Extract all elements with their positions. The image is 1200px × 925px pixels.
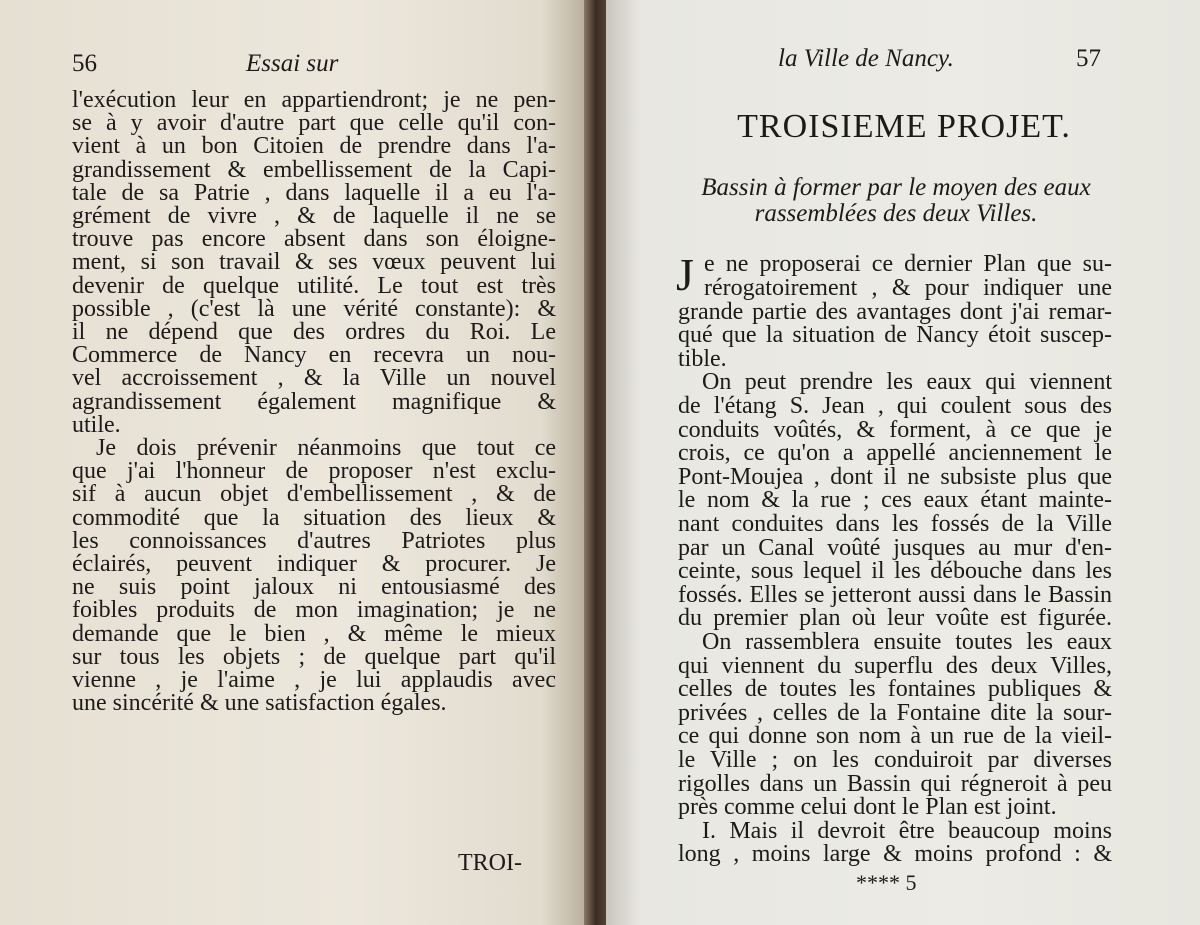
page-number: 57 — [1076, 45, 1101, 72]
signature-mark: **** 5 — [856, 870, 917, 895]
text-line: trouve pas encore absent dans son éloigne- — [72, 226, 556, 253]
right-page — [606, 0, 1200, 925]
text-line: e ne proposerai ce dernier Plan que su- — [704, 251, 1112, 277]
text-line: par un Canal voûté jusques au mur d'en- — [678, 534, 1112, 561]
text-line: éclairés, peuvent indiquer & procurer. Je — [72, 551, 556, 577]
text-line: du premier plan où leur voûte est figurée. — [678, 605, 1112, 632]
text-line: ment, si son travail & ses vœux peuvent lui — [72, 249, 556, 276]
text-line: demande que le bien , & même le mieux — [72, 620, 556, 647]
text-line: qué que la situation de Nancy étoit suscep- — [678, 322, 1112, 349]
text-line: le nom & la rue ; ces eaux étant mainte- — [678, 487, 1112, 514]
catchword: TROI- — [458, 850, 522, 876]
text-line: une sincérité & une satisfaction égales. — [72, 690, 447, 717]
text-line: de l'étang S. Jean , qui coulent sous des — [678, 393, 1112, 419]
text-line: Pont-Moujea , dont il ne subsiste plus que — [678, 463, 1112, 490]
text-line: grément de vivre , & de laquelle il ne se — [72, 203, 556, 229]
text-line: vel accroissement , & la Ville un nouvel — [72, 365, 556, 392]
text-line: tible. — [678, 345, 727, 372]
text-line: agrandissement également magnifique & — [72, 388, 556, 415]
text-line: long , moins large & moins profond : & — [678, 841, 1112, 868]
text-line: commodité que la situation des lieux & — [72, 504, 556, 531]
text-line: grandissement & embellissement de la Capi- — [72, 156, 556, 183]
text-line: ce qui donne son nom à un rue de la vieil- — [678, 723, 1112, 750]
text-line: celles de toutes les fontaines publiques & — [678, 676, 1112, 703]
running-head: Essai sur — [246, 50, 339, 77]
text-line: grande partie des avantages dont j'ai remar- — [678, 298, 1112, 325]
text-line: qui viennent du superflu des deux Villes, — [678, 652, 1112, 679]
text-line: foibles produits de mon imagination; je ne — [72, 597, 556, 624]
text-line: privées , celles de la Fontaine dite la sour- — [678, 699, 1112, 726]
chapter-title: TROISIEME PROJET. — [737, 108, 1071, 145]
running-head: la Ville de Nancy. — [778, 45, 954, 72]
text-line: fossés. Elles se jetteront aussi dans le Bassin — [678, 581, 1112, 608]
text-line: rigolles dans un Bassin qui régneroit à peu — [678, 770, 1112, 797]
text-line: sur tous les objets ; de quelque part qu'il — [72, 643, 556, 670]
text-line: sif à aucun objet d'embellissement , & de — [72, 481, 556, 508]
left-page — [0, 0, 588, 925]
text-line: On rassemblera ensuite toutes les eaux — [702, 629, 1112, 655]
text-line: possible , (c'est là une vérité constante): & — [72, 295, 556, 322]
text-line: l'exécution leur en appartiendront; je ne pen- — [72, 87, 556, 113]
text-line: le Ville ; on les conduiroit par diverses — [678, 747, 1112, 773]
text-line: ceinte, sous lequel il les débouche dans les — [678, 558, 1112, 585]
text-line: I. Mais il devroit être beaucoup moins — [702, 817, 1112, 844]
drop-cap: J — [676, 249, 694, 300]
text-line: ne suis point jaloux ni entousiasmé des — [72, 574, 556, 601]
text-line: que j'ai l'honneur de proposer n'est exclu- — [72, 458, 556, 485]
text-line: On peut prendre les eaux qui viennent — [702, 369, 1112, 396]
text-line: près comme celui dont le Plan est joint. — [678, 794, 1057, 821]
text-line: utile. — [72, 411, 121, 438]
text-line: tale de sa Patrie , dans laquelle il a eu l'a- — [72, 179, 556, 206]
text-line: les connoissances d'autres Patriotes plus — [72, 527, 556, 554]
text-line: vient à un bon Citoien de prendre dans l'a- — [72, 133, 556, 160]
page-number: 56 — [72, 50, 97, 77]
chapter-subtitle-line1: Bassin à former par le moyen des eaux — [701, 174, 1091, 201]
text-line: vienne , je l'aime , je lui applaudis avec — [72, 667, 556, 693]
text-line: devenir de quelque utilité. Le tout est très — [72, 272, 556, 299]
text-line: Je dois prévenir néanmoins que tout ce — [96, 435, 556, 461]
chapter-subtitle-line2: rassemblées des deux Villes. — [754, 200, 1038, 227]
text-line: crois, ce qu'on a appellé anciennement le — [678, 440, 1112, 467]
text-line: Commerce de Nancy en recevra un nou- — [72, 342, 556, 369]
text-line: il ne dépend que des ordres du Roi. Le — [72, 319, 556, 345]
text-line: conduits voûtés, & forment, à ce que je — [678, 416, 1112, 443]
text-line: rérogatoirement , & pour indiquer une — [704, 275, 1112, 301]
text-line: se à y avoir d'autre part que celle qu'il con- — [72, 110, 556, 137]
text-line: nant conduites dans les fossés de la Ville — [678, 511, 1112, 537]
